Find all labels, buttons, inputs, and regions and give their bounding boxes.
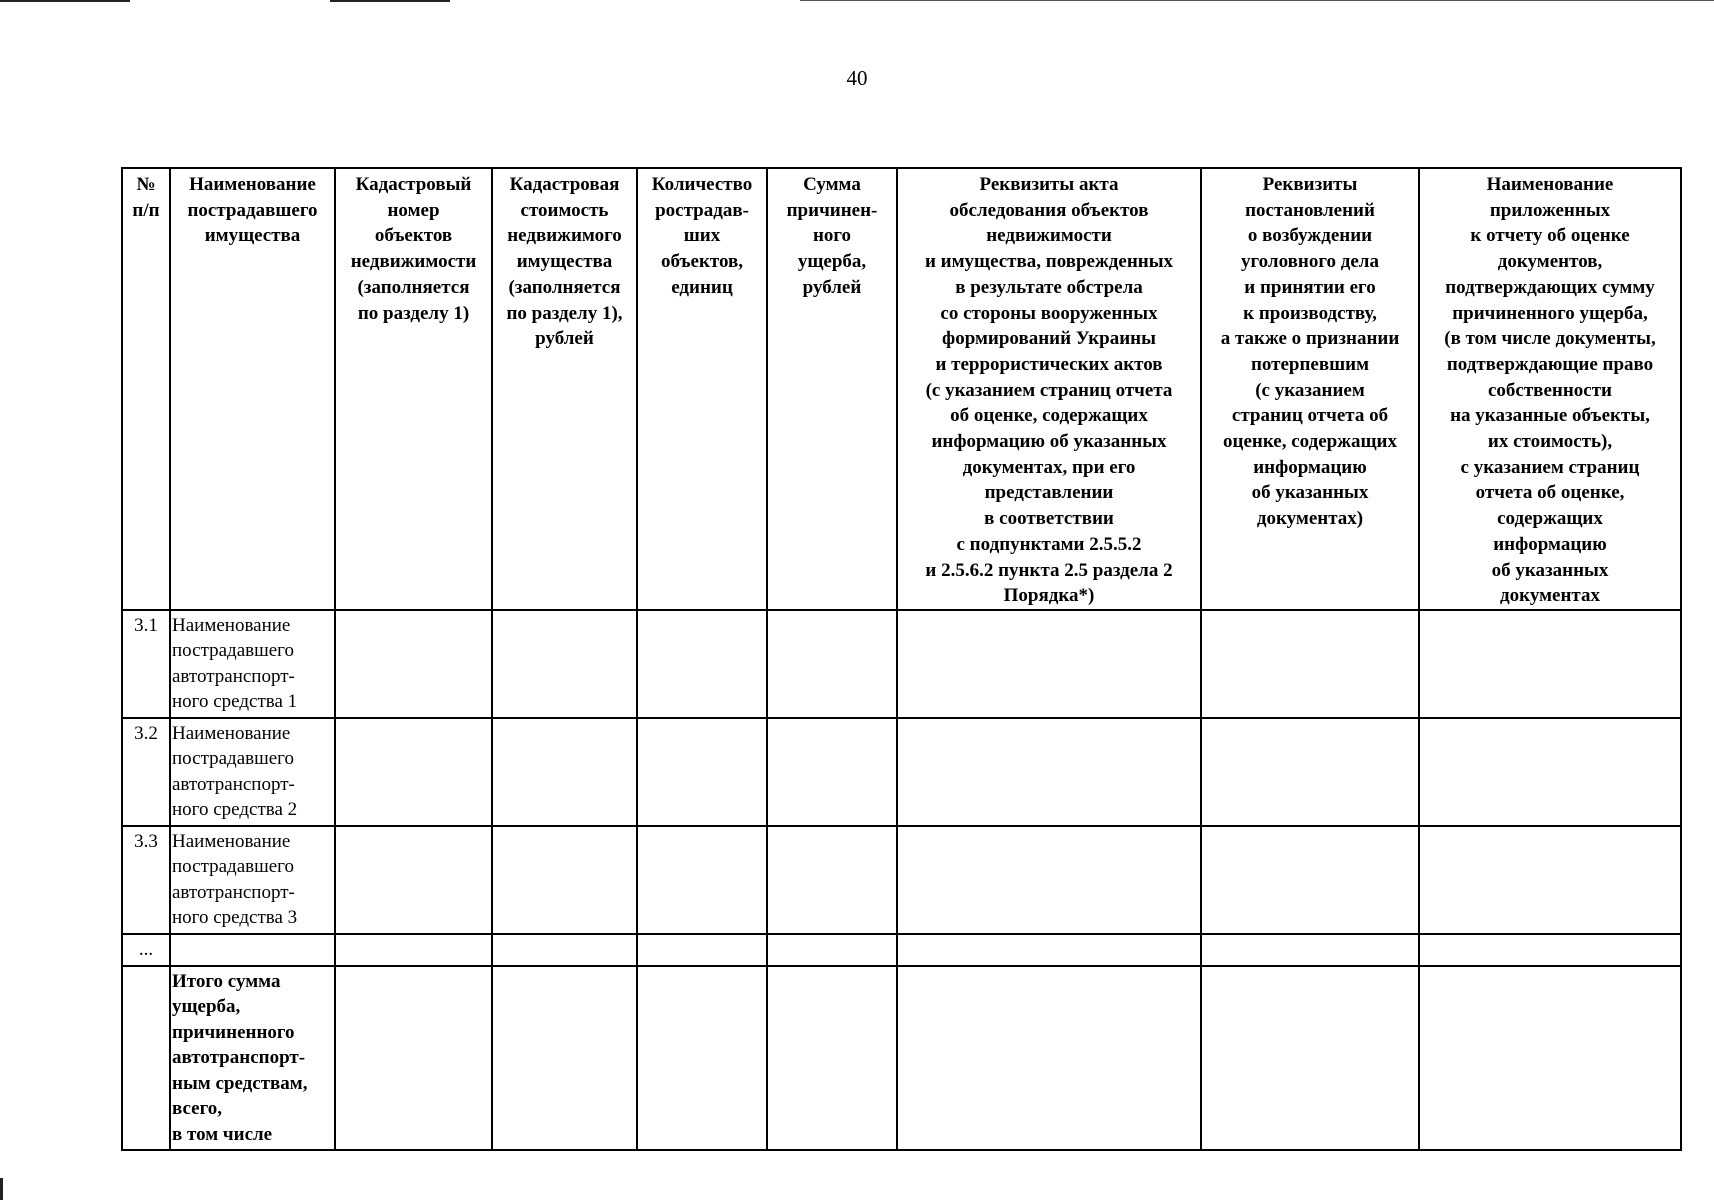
row-number: 3.3 [122, 826, 170, 934]
empty-cell [492, 718, 637, 826]
empty-cell [1419, 966, 1681, 1151]
row-name [170, 966, 335, 1151]
empty-cell [897, 934, 1201, 966]
empty-cell [767, 718, 897, 826]
row-name-text: Наименование пострадавшего автотранспорт- ного средства 2 [172, 722, 298, 821]
header-cell-cadastral-value [492, 168, 637, 610]
row-number: ... [122, 934, 170, 966]
header-cell-damage-sum [767, 168, 897, 610]
header-label: Наименование пострадавшего имущества [187, 174, 318, 247]
row-number [122, 966, 170, 1151]
row-name-text: Итого сумма ущерба, причиненного автотранспорт- ным средствам, всего, в том числе [172, 970, 308, 1145]
empty-cell [335, 826, 492, 934]
table-row [122, 718, 1681, 826]
header-label: Кадастровая стоимость недвижимого имущества (заполняется по разделу 1), рублей [506, 174, 623, 350]
empty-cell [767, 966, 897, 1151]
empty-cell [492, 934, 637, 966]
empty-cell [335, 934, 492, 966]
empty-cell [335, 966, 492, 1151]
header-label: Сумма причинен- ного ущерба, рублей [786, 174, 878, 298]
page-number: 40 [846, 66, 868, 90]
empty-cell [1419, 934, 1681, 966]
empty-cell [335, 610, 492, 718]
empty-cell [637, 826, 767, 934]
row-number: 3.2 [122, 718, 170, 826]
table-header-row [122, 168, 1681, 610]
header-label: Реквизиты постановлений о возбуждении уголовного дела и принятии его к производству, а также о признании потерпевшим (с указанием страниц отчета об оценке, содержащих информацию об указанных документах) [1220, 174, 1400, 530]
scan-edge-mark [0, 0, 130, 2]
empty-cell [1201, 934, 1419, 966]
empty-cell [637, 966, 767, 1151]
row-name [170, 826, 335, 934]
empty-cell [897, 966, 1201, 1151]
empty-cell [1201, 966, 1419, 1151]
header-cell-criminal-case [1201, 168, 1419, 610]
header-label: № п/п [132, 174, 160, 221]
empty-cell [637, 718, 767, 826]
empty-cell [1419, 826, 1681, 934]
scan-corner-mark [0, 1178, 3, 1200]
header-label: Кадастровый номер объектов недвижимости (заполняется по разделу 1) [350, 174, 477, 324]
scan-edge-mark [330, 0, 450, 2]
header-cell-object-count [637, 168, 767, 610]
empty-cell [897, 610, 1201, 718]
row-name [170, 718, 335, 826]
row-name [170, 610, 335, 718]
header-cell-cadastral-number [335, 168, 492, 610]
empty-cell [767, 934, 897, 966]
header-label: Количество pострадав- ших объектов, единиц [651, 174, 753, 298]
damage-report-table [121, 167, 1682, 1151]
empty-cell [897, 826, 1201, 934]
header-cell-attached-documents [1419, 168, 1681, 610]
empty-cell [492, 826, 637, 934]
empty-cell [637, 934, 767, 966]
scan-edge-mark [800, 0, 1714, 1]
empty-cell [1419, 610, 1681, 718]
empty-cell [897, 718, 1201, 826]
header-cell-inspection-act [897, 168, 1201, 610]
empty-cell [767, 610, 897, 718]
empty-cell [767, 826, 897, 934]
empty-cell [1201, 610, 1419, 718]
table-row [122, 826, 1681, 934]
table-row-total [122, 966, 1681, 1151]
header-cell-property-name [170, 168, 335, 610]
header-label: Реквизиты акта обследования объектов недвижимости и имущества, поврежденных в результате обстрела со стороны вооруженных формирований Украины и террористических актов (с указанием страниц отчета об оценке, содержащих информацию об указанных документах, при его представлении в соответствии с подпунктами 2.5.5.2 и 2.5.6.2 пункта 2.5 раздела 2 Порядка*) [924, 174, 1174, 607]
table-row-ellipsis [122, 934, 1681, 966]
empty-cell [335, 718, 492, 826]
empty-cell [492, 966, 637, 1151]
empty-cell [637, 610, 767, 718]
table-row [122, 610, 1681, 718]
row-number: 3.1 [122, 610, 170, 718]
empty-cell [492, 610, 637, 718]
row-name-text: Наименование пострадавшего автотранспорт- ного средства 3 [172, 830, 298, 929]
empty-cell [1201, 826, 1419, 934]
row-name-text: Наименование пострадавшего автотранспорт- ного средства 1 [172, 614, 298, 713]
header-cell-number [122, 168, 170, 610]
row-name [170, 934, 335, 966]
header-label: Наименование приложенных к отчету об оценке документов, подтверждающих сумму причиненного ущерба, (в том числе документы, подтверждающие право собственности на указанные объекты, их стоимость), с указанием страниц отчета об оценке, содержащих информацию об указанных документах [1444, 174, 1656, 607]
empty-cell [1419, 718, 1681, 826]
empty-cell [1201, 718, 1419, 826]
